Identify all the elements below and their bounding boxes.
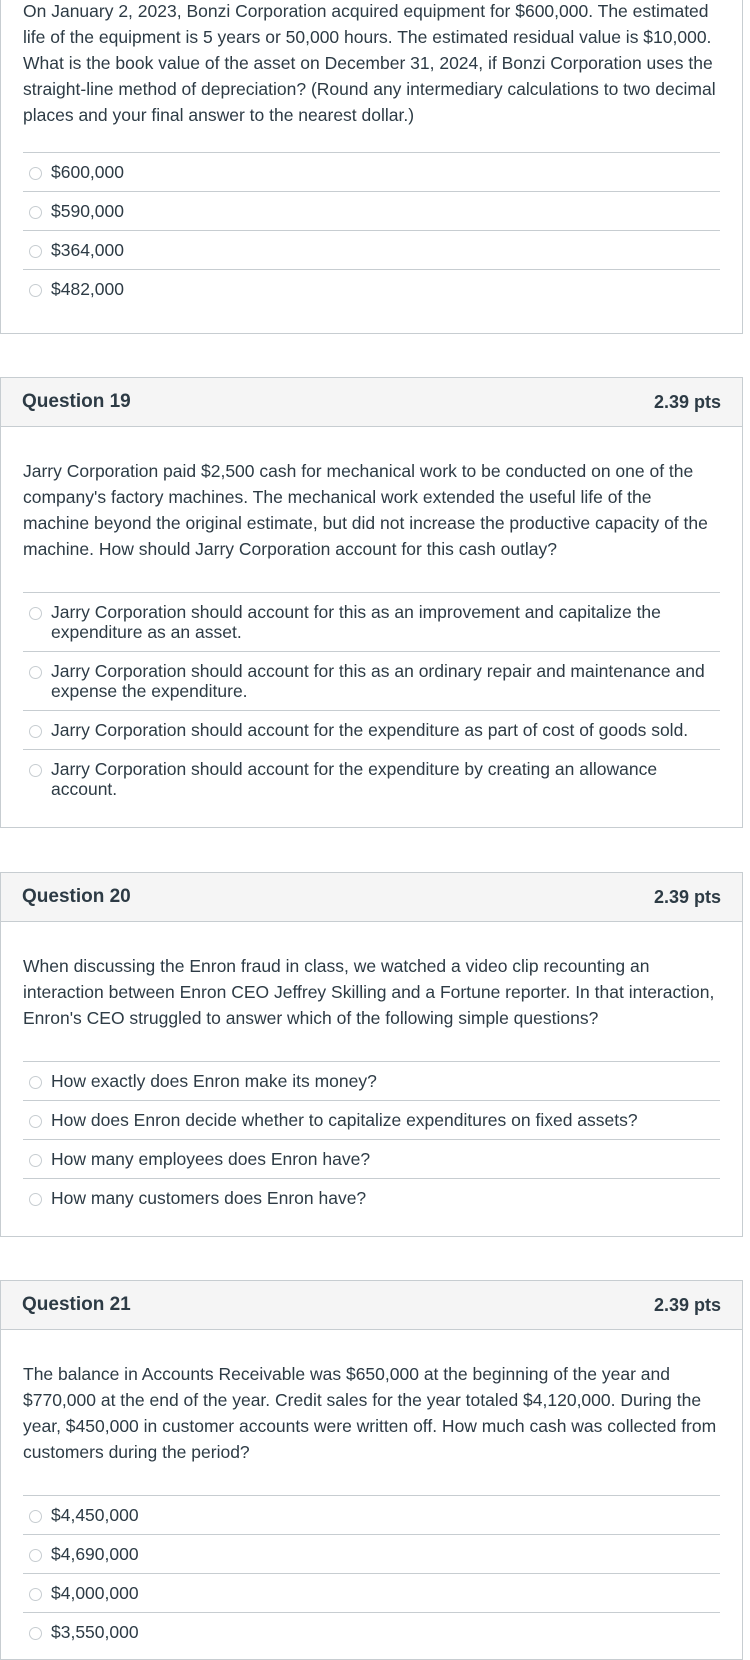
answer-label: Jarry Corporation should account for the expenditure as part of cost of goods sold. (51, 720, 689, 740)
answer-label: $364,000 (51, 240, 124, 260)
radio-button[interactable] (29, 1549, 42, 1562)
question-19-card (0, 377, 743, 828)
answer-option[interactable] (23, 1612, 720, 1651)
answer-label: $4,000,000 (51, 1583, 139, 1603)
answer-option[interactable] (23, 269, 720, 308)
radio-button[interactable] (29, 1154, 42, 1167)
question-19-answers (23, 592, 720, 808)
radio-button[interactable] (29, 1627, 42, 1640)
question-18-text: On January 2, 2023, Bonzi Corporation acquired equipment for $600,000. The estimated life of the equipment is 5 years or 50,000 hours. The estimated residual value is $10,000. What is the book value of the asset on December 31, 2024, if Bonzi Corporation uses the straight-line method of depreciation? (Round any intermediary calculations to two decimal places and your final answer to the nearest dollar.) (23, 1, 716, 125)
answer-label: Jarry Corporation should account for this as an ordinary repair and maintenance and expense the expenditure. (51, 661, 705, 701)
question-21-answers (23, 1495, 720, 1651)
question-20-card (0, 872, 743, 1237)
radio-button[interactable] (29, 1588, 42, 1601)
answer-option[interactable] (23, 651, 720, 710)
answer-label: How many employees does Enron have? (51, 1149, 371, 1169)
answer-label: Jarry Corporation should account for the expenditure by creating an allowance account. (51, 759, 658, 799)
answer-label: $600,000 (51, 162, 124, 182)
answer-option[interactable] (23, 1573, 720, 1612)
question-18-answers (23, 152, 720, 308)
radio-button[interactable] (29, 607, 42, 620)
question-title: Question 21 (22, 1294, 131, 1315)
answer-label: How exactly does Enron make its money? (51, 1071, 377, 1091)
question-21-card (0, 1280, 743, 1660)
answer-label: $3,550,000 (51, 1622, 139, 1642)
answer-label: $590,000 (51, 201, 124, 221)
radio-button[interactable] (29, 1076, 42, 1089)
radio-button[interactable] (29, 666, 42, 679)
answer-option[interactable] (23, 191, 720, 230)
question-20-answers (23, 1061, 720, 1217)
radio-button[interactable] (29, 284, 42, 297)
answer-label: How does Enron decide whether to capitalize expenditures on fixed assets? (51, 1110, 638, 1130)
question-title: Question 19 (22, 391, 131, 412)
answer-option[interactable] (23, 230, 720, 269)
answer-label: Jarry Corporation should account for this as an improvement and capitalize the expenditure as an asset. (51, 602, 661, 642)
radio-button[interactable] (29, 1510, 42, 1523)
question-points: 2.39 pts (653, 391, 721, 412)
radio-button[interactable] (29, 1193, 42, 1206)
answer-option[interactable] (23, 710, 720, 749)
radio-button[interactable] (29, 167, 42, 180)
question-header (1, 873, 742, 922)
answer-label: $482,000 (51, 279, 124, 299)
answer-option[interactable] (23, 1061, 720, 1100)
radio-button[interactable] (29, 1115, 42, 1128)
question-20-text: When discussing the Enron fraud in class, we watched a video clip recounting an interaction between Enron CEO Jeffrey Skilling and a Fortune reporter. In that interaction, Enron's CEO struggled to answer which of the following simple questions? (23, 956, 715, 1028)
question-header (1, 1281, 742, 1330)
answer-label: How many customers does Enron have? (51, 1188, 367, 1208)
radio-button[interactable] (29, 245, 42, 258)
question-header (1, 378, 742, 427)
question-21-text: The balance in Accounts Receivable was $650,000 at the beginning of the year and $770,000 at the end of the year. Credit sales for the year totaled $4,120,000. During the year, $450,000 in customer accounts were written off. How much cash was collected from customers during the period? (23, 1364, 717, 1462)
radio-button[interactable] (29, 725, 42, 738)
answer-option[interactable] (23, 1534, 720, 1573)
answer-option[interactable] (23, 1139, 720, 1178)
answer-option[interactable] (23, 1178, 720, 1217)
answer-label: $4,450,000 (51, 1505, 139, 1525)
answer-option[interactable] (23, 749, 720, 808)
answer-option[interactable] (23, 1495, 720, 1534)
answer-option[interactable] (23, 1100, 720, 1139)
question-points: 2.39 pts (653, 886, 721, 907)
question-points: 2.39 pts (653, 1294, 721, 1315)
question-18-card (0, 0, 743, 334)
answer-option[interactable] (23, 152, 720, 191)
radio-button[interactable] (29, 206, 42, 219)
radio-button[interactable] (29, 764, 42, 777)
question-19-text: Jarry Corporation paid $2,500 cash for mechanical work to be conducted on one of the company's factory machines. The mechanical work extended the useful life of the machine beyond the original estimate, but did not increase the productive capacity of the machine. How should Jarry Corporation account for this cash outlay? (23, 461, 708, 559)
answer-option[interactable] (23, 592, 720, 651)
answer-label: $4,690,000 (51, 1544, 139, 1564)
question-title: Question 20 (22, 886, 131, 907)
